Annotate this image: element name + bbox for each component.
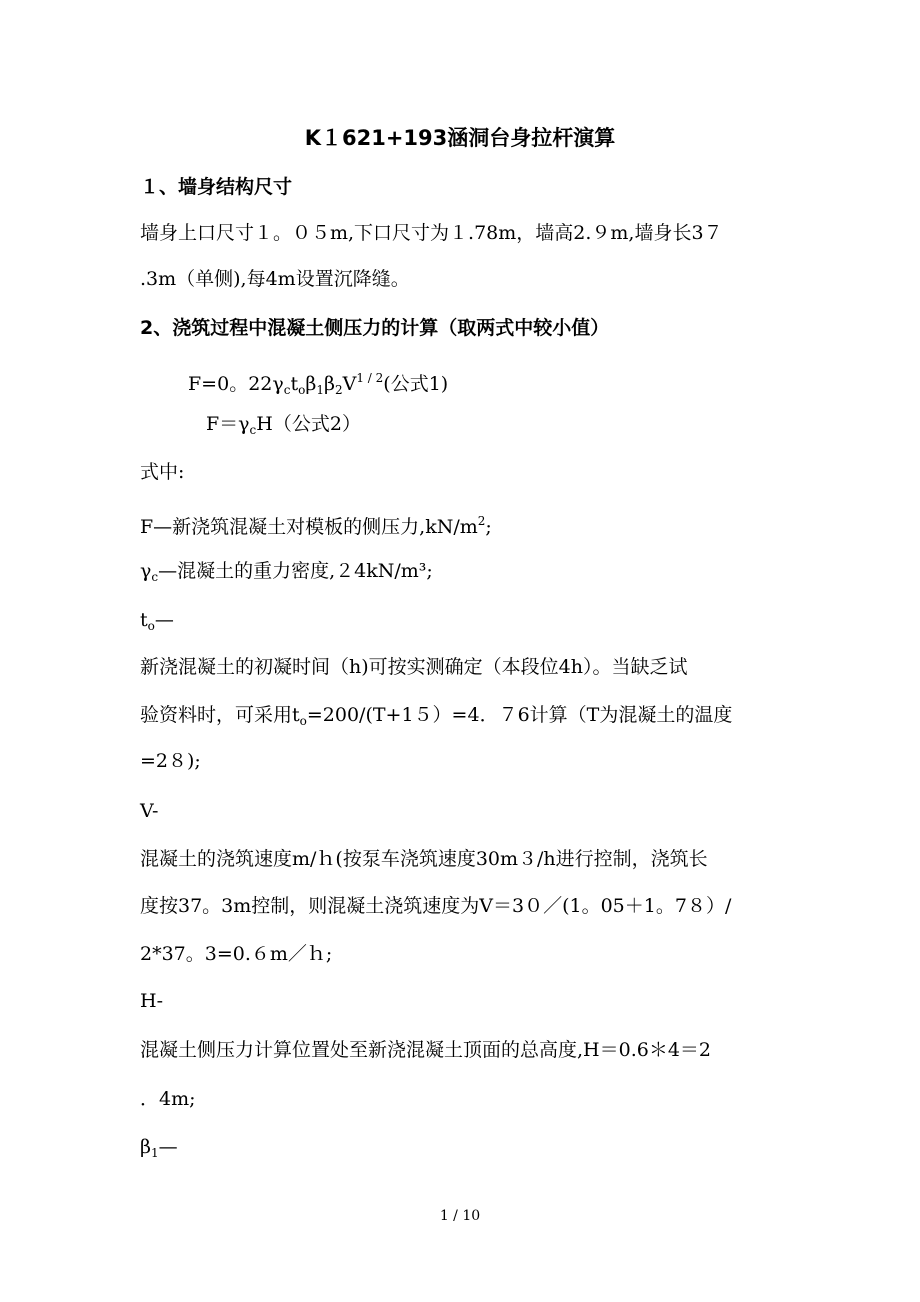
t-line-2-sub: o: [299, 714, 307, 728]
t-line-3: =2８);: [140, 750, 201, 772]
h-line-1: 混凝土侧压力计算位置处至新浇混凝土顶面的总高度,H＝0.6＊4＝2: [140, 1039, 712, 1061]
definition-gamma-sub: c: [151, 570, 159, 584]
t-line-1: 新浇混凝土的初凝时间（h)可按实测确定（本段位4h）。当缺乏试: [140, 656, 688, 678]
definition-V: V-: [140, 800, 159, 822]
formula-1-part-c: β: [305, 373, 317, 395]
page-number: 1 / 10: [439, 1208, 481, 1224]
v-line-3: 2*37。3=0.６m／ｈ;: [140, 943, 333, 965]
formula-2-part-a: F＝γ: [206, 413, 250, 435]
formula-1-part-f: (公式1): [383, 373, 449, 395]
section-1-heading: １、墙身结构尺寸: [140, 176, 293, 198]
definition-gamma: [140, 557, 800, 591]
section-2-heading: 2、浇筑过程中混凝土侧压力的计算（取两式中较小值）: [140, 317, 610, 339]
definition-F-sup: 2: [477, 514, 486, 528]
formula-1-sup: 1 / 2: [356, 371, 384, 385]
document-title: K１621+193涵洞台身拉杆演算: [304, 126, 616, 150]
definition-beta-dash: —: [158, 1136, 178, 1158]
t-line-2: [140, 701, 800, 735]
definition-t-dash: —: [154, 609, 174, 631]
v-line-2: 度按37。3m控制，则混凝土浇筑速度为V＝3０／(1。05＋1。7８）/: [140, 895, 732, 917]
section-1-line-1: 墙身上口尺寸１。０５m,下口尺寸为１.78m，墙高2.９m,墙身长3７: [140, 222, 723, 244]
t-line-2-b: =200/(T+1５）=4．７6计算（T为混凝土的温度: [306, 704, 733, 726]
formula-1-sub-o: o: [298, 383, 306, 397]
definition-gamma-text: —混凝土的重力密度,２4kN/m³;: [158, 560, 433, 582]
formula-1-sub-1: 1: [316, 383, 324, 397]
definition-t-symbol: t: [140, 609, 148, 631]
definition-F-end: ;: [485, 516, 492, 538]
h-line-2: ．4m;: [140, 1088, 196, 1110]
definition-t-sub: o: [147, 619, 155, 633]
definition-H: H-: [140, 990, 163, 1012]
formula-1-part-e: V: [342, 373, 357, 395]
formula-1-part-a: F=0。22γ: [188, 373, 284, 395]
where-label: 式中:: [140, 461, 185, 483]
definition-F-text: F—新浇筑混凝土对模板的侧压力,kN/m: [140, 516, 478, 538]
v-line-1: 混凝土的浇筑速度m/ｈ(按泵车浇筑速度30m３/h进行控制，浇筑长: [140, 848, 708, 870]
t-line-2-a: 验资料时，可采用t: [140, 704, 300, 726]
formula-2-sub-c: c: [249, 423, 257, 437]
definition-F: [140, 507, 800, 541]
definition-beta-sub: 1: [150, 1146, 159, 1160]
formula-1-part-d: β: [323, 373, 335, 395]
formula-1-part-b: t: [290, 373, 299, 395]
definition-t: [140, 606, 800, 640]
formula-2-part-b: H（公式2）: [256, 413, 361, 435]
section-1-line-2: .3m（单侧),每4m设置沉降缝。: [140, 268, 410, 290]
formula-2: [206, 410, 866, 444]
formula-1-sub-2: 2: [334, 383, 343, 397]
formula-1: [188, 364, 848, 404]
definition-beta: [140, 1133, 800, 1167]
definition-gamma-symbol: γ: [140, 560, 152, 582]
definition-beta-symbol: β: [140, 1136, 151, 1158]
formula-1-sub-c: c: [283, 383, 291, 397]
